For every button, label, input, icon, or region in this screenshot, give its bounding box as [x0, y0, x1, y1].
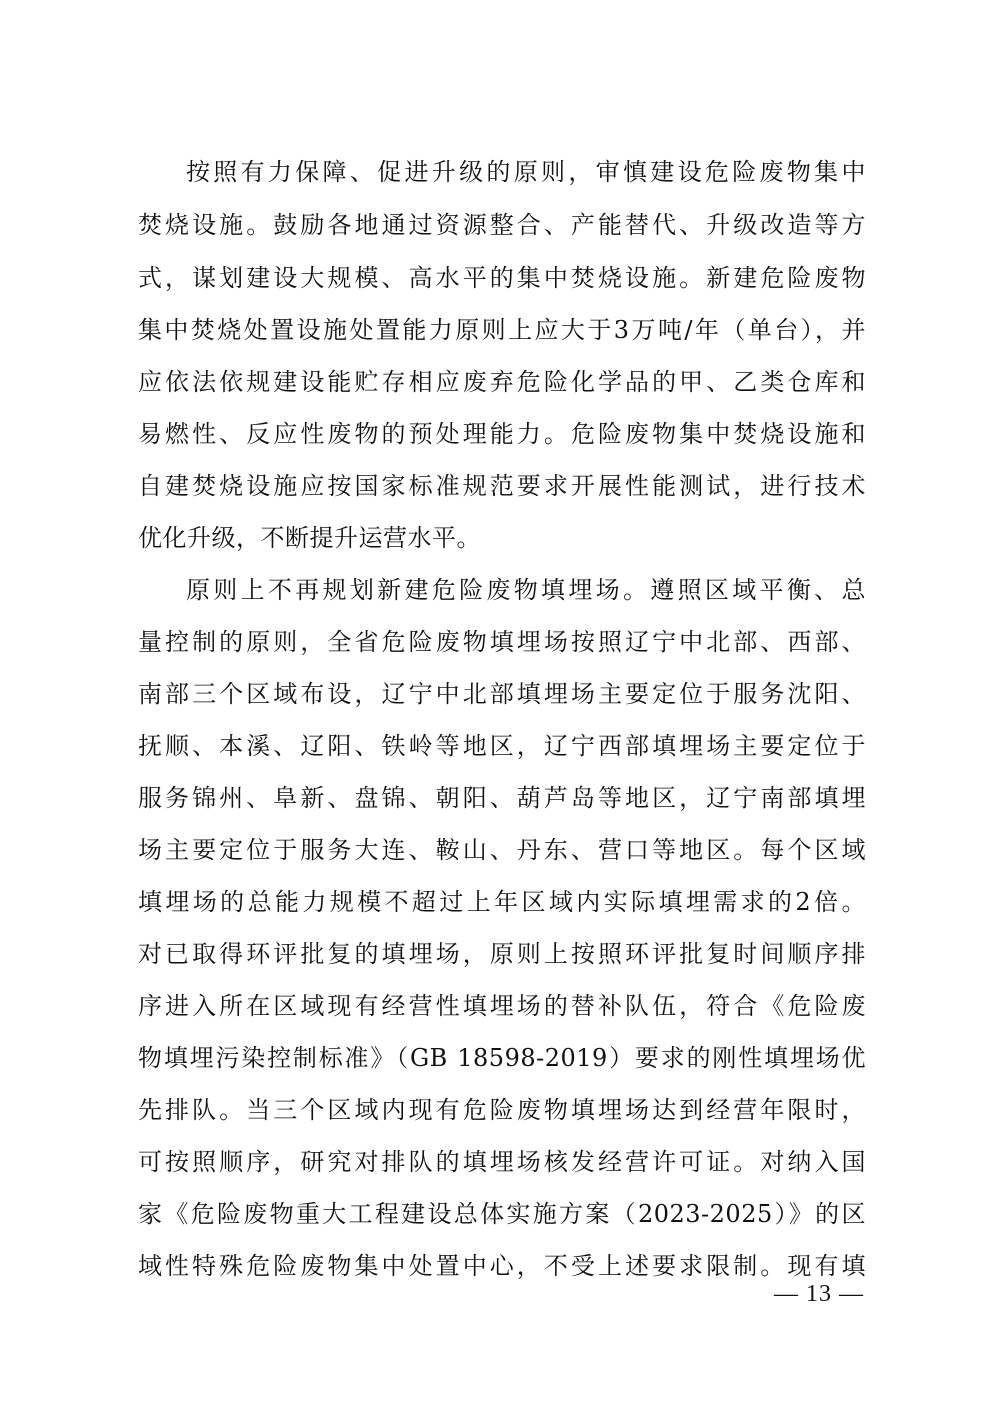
paragraph-2-line-11: 先排队。当三个区域内现有危险废物填埋场达到经营年限时，: [138, 1096, 866, 1124]
paragraph-2-line-8: 对已取得环评批复的填埋场，原则上按照环评批复时间顺序排: [138, 940, 866, 968]
paragraph-2-line-12: 可按照顺序，研究对排队的填埋场核发经营许可证。对纳入国: [138, 1148, 866, 1176]
paragraph-1-line-8: 优化升级，不断提升运营水平。: [138, 524, 481, 552]
paragraph-1-line-3: 式，谋划建设大规模、高水平的集中焚烧设施。新建危险废物: [138, 264, 866, 292]
paragraph-1-line-4: 集中焚烧处置设施处置能力原则上应大于3万吨/年（单台），并: [138, 316, 866, 344]
paragraph-2-line-3: 南部三个区域布设，辽宁中北部填埋场主要定位于服务沈阳、: [138, 680, 866, 708]
paragraph-2-line-6: 场主要定位于服务大连、鞍山、丹东、营口等地区。每个区域: [138, 836, 866, 864]
paragraph-2-line-13: 家《危险废物重大工程建设总体实施方案（2023-2025）》的区: [138, 1200, 866, 1228]
page-number: — 13 —: [774, 1281, 864, 1307]
paragraph-2-line-1: 原则上不再规划新建危险废物填埋场。遵照区域平衡、总: [186, 576, 866, 604]
paragraph-2-line-5: 服务锦州、阜新、盘锦、朝阳、葫芦岛等地区，辽宁南部填埋: [138, 784, 866, 812]
paragraph-2-line-2: 量控制的原则，全省危险废物填埋场按照辽宁中北部、西部、: [138, 628, 866, 656]
paragraph-2-line-7: 填埋场的总能力规模不超过上年区域内实际填埋需求的2倍。: [138, 888, 866, 916]
paragraph-2-line-14: 域性特殊危险废物集中处置中心，不受上述要求限制。现有填: [138, 1252, 866, 1280]
paragraph-1-line-5: 应依法依规建设能贮存相应废弃危险化学品的甲、乙类仓库和: [138, 368, 866, 396]
paragraph-2-line-10: 物填埋污染控制标准》（GB 18598-2019）要求的刚性填埋场优: [138, 1044, 866, 1072]
paragraph-1-line-7: 自建焚烧设施应按国家标准规范要求开展性能测试，进行技术: [138, 472, 866, 500]
paragraph-1-line-2: 焚烧设施。鼓励各地通过资源整合、产能替代、升级改造等方: [138, 211, 866, 239]
paragraph-1-line-6: 易燃性、反应性废物的预处理能力。危险废物集中焚烧设施和: [138, 420, 866, 448]
paragraph-2-line-9: 序进入所在区域现有经营性填埋场的替补队伍，符合《危险废: [138, 992, 866, 1020]
paragraph-2-line-4: 抚顺、本溪、辽阳、铁岭等地区，辽宁西部填埋场主要定位于: [138, 732, 866, 760]
paragraph-1-line-1: 按照有力保障、促进升级的原则，审慎建设危险废物集中: [186, 158, 866, 186]
